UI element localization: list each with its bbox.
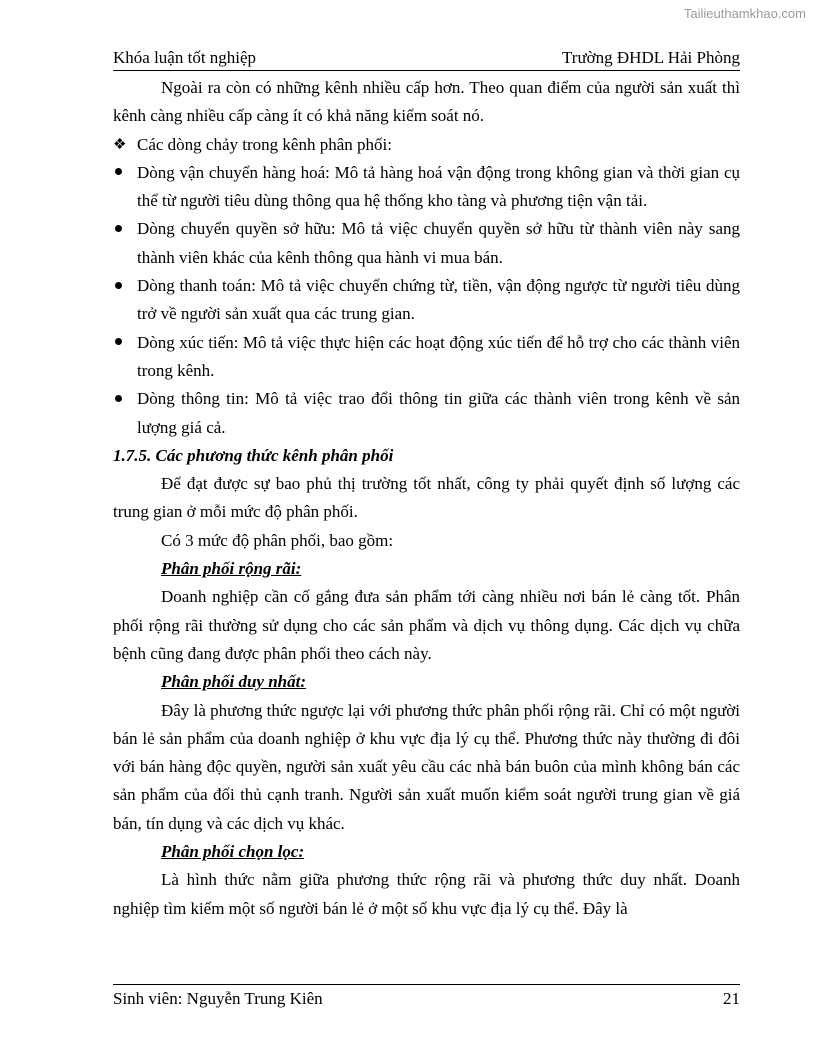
page-content (113, 74, 740, 923)
bullet-icon (113, 329, 137, 386)
watermark: Tailieuthamkhao.com (683, 6, 806, 21)
section-title: 1.7.5. Các phương thức kênh phân phối (113, 445, 394, 465)
list-item (113, 329, 740, 386)
list-item (113, 272, 740, 329)
list-item-text: Dòng thanh toán: Mô tả việc chuyển chứng từ, tiền, vận động ngược từ người tiêu dùng trở về người sản xuất qua các trung gian. (137, 276, 740, 324)
bullet-icon (113, 272, 137, 329)
header-right: Trường ĐHDL Hải Phòng (562, 48, 740, 67)
list-item (113, 159, 740, 216)
section-paragraph-2: Có 3 mức độ phân phối, bao gồm: (161, 530, 394, 550)
section-paragraph-1: Để đạt được sự bao phủ thị trường tốt nhất, công ty phải quyết định số lượng các trung gian ở mỗi mức độ phân phối. (113, 474, 740, 522)
page-header (113, 48, 740, 71)
list-item (113, 385, 740, 442)
list-item-text: Dòng thông tin: Mô tả việc trao đổi thông tin giữa các thành viên trong kênh về sản lượng giá cả. (137, 389, 740, 437)
page-footer (113, 984, 740, 1009)
flows-heading: Các dòng chảy trong kênh phân phối: (137, 134, 392, 154)
paragraph-selective-distribution: Là hình thức nằm giữa phương thức rộng rãi và phương thức duy nhất. Doanh nghiệp tìm kiếm một số người bán lẻ ở một số khu vực địa lý cụ thể. Đây là (113, 870, 740, 918)
bullet-icon (113, 385, 137, 442)
paragraph-wide-distribution: Doanh nghiệp cần cố gắng đưa sản phẩm tới càng nhiều nơi bán lẻ càng tốt. Phân phối rộng rãi thường sử dụng cho các sản phẩm và dịch vụ thông dụng. Các dịch vụ chữa bệnh cũng đang được phân phối theo cách này. (113, 587, 740, 663)
list-item-text: Dòng xúc tiến: Mô tả việc thực hiện các hoạt động xúc tiến để hỗ trợ cho các thành viên trong kênh. (137, 332, 740, 380)
intro-paragraph: Ngoài ra còn có những kênh nhiều cấp hơn. Theo quan điểm của người sản xuất thì kênh càng nhiều cấp càng ít có khả năng kiểm soát nó. (113, 78, 740, 126)
bullet-icon (113, 159, 137, 216)
page-number: 21 (723, 989, 740, 1008)
footer-author: Sinh viên: Nguyễn Trung Kiên (113, 989, 323, 1008)
subheading-selective-distribution: Phân phối chọn lọc: (161, 842, 305, 862)
flows-heading-row (113, 131, 740, 159)
diamond-bullet-icon: ❖ (113, 136, 127, 153)
list-item-text: Dòng vận chuyển hàng hoá: Mô tả hàng hoá vận động trong không gian và thời gian cụ thể từ người tiêu dùng thông qua hệ thống kho tàng và phương tiện vận tải. (137, 162, 740, 211)
header-left: Khóa luận tốt nghiệp (113, 48, 257, 67)
list-item (113, 215, 740, 272)
list-item-text: Dòng chuyển quyền sở hữu: Mô tả việc chuyển quyền sở hữu từ thành viên này sang thành viên khác của kênh thông qua hành vi mua bán. (137, 219, 740, 267)
paragraph-exclusive-distribution: Đây là phương thức ngược lại với phương thức phân phối rộng rãi. Chỉ có một người bán lẻ sản phẩm của doanh nghiệp ở khu vực địa lý cụ thể. Phương thức này thường đi đôi với bán hàng độc quyền, người sản xuất yêu cầu các nhà bán buôn của mình không bán các sản phẩm của đối thủ cạnh tranh. Người sản xuất muốn kiểm soát người trung gian về giá bán, tín dụng và các dịch vụ khác. (113, 700, 740, 833)
subheading-wide-distribution: Phân phối rộng rãi: (161, 559, 302, 579)
subheading-exclusive-distribution: Phân phối duy nhất: (161, 672, 307, 692)
bullet-icon (113, 215, 137, 272)
